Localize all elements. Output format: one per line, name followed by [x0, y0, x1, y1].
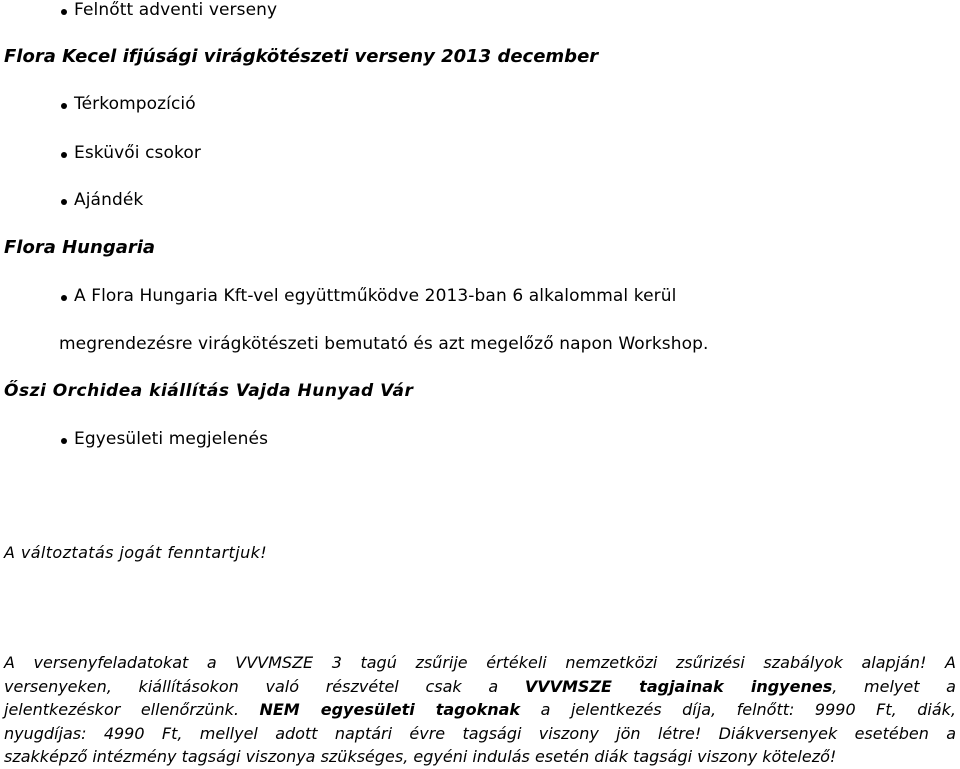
rules-paragraph [4, 651, 956, 769]
heading-oszi-orchidea: Őszi Orchidea kiállítás Vajda Hunyad Vár [4, 381, 414, 401]
paragraph-text-1: A versenyfeladatokat a VVVMSZE 3 tagú zsűrije értékeli nemzetközi zsűrizési szabályok alapján! A [4, 653, 956, 672]
heading-flora-hungaria: Flora Hungaria [4, 237, 156, 258]
heading-flora-kecel: Flora Kecel ifjúsági virágkötészeti verseny 2013 december [4, 46, 599, 67]
paragraph-text-2a: versenyeken, kiállításokon való részvétel csak a [4, 676, 499, 696]
paragraph-line-1 [4, 651, 956, 675]
paragraph-line-5 [4, 745, 956, 769]
list-item-eskuvoi-csokor: Esküvői csokor [74, 143, 201, 163]
paragraph-bold-non-members: NEM egyesületi tagoknak [259, 700, 521, 719]
bullet-icon [61, 9, 67, 15]
paragraph-text-4: nyugdíjas: 4990 Ft, mellyel adott naptári évre tagsági viszony jön létre! Diákversenyek esetében a [4, 723, 956, 743]
bullet-icon [61, 295, 67, 301]
bullet-icon [61, 152, 67, 158]
list-item-flora-hungaria-line2: megrendezésre virágkötészeti bemutató és azt megelőző napon Workshop. [59, 334, 709, 354]
paragraph-text-5: szakképző intézmény tagsági viszonya szükséges, egyéni indulás esetén diák tagsági viszony kötelező! [4, 747, 837, 766]
list-item-flora-hungaria-line1: A Flora Hungaria Kft-vel együttműködve 2013-ban 6 alkalommal kerül [74, 286, 677, 306]
paragraph-line-3 [4, 698, 956, 722]
bullet-icon [61, 438, 67, 444]
list-item-egyesuleti-megjelenes: Egyesületi megjelenés [74, 429, 269, 449]
bullet-icon [61, 199, 67, 205]
list-item-terkompozicio: Térkompozíció [74, 94, 196, 114]
list-item-felnott-adventi: Felnőtt adventi verseny [74, 0, 278, 20]
paragraph-text-2c: , melyet a [832, 676, 956, 696]
bullet-icon [61, 103, 67, 109]
notice-text: A változtatás jogát fenntartjuk! [4, 543, 268, 562]
paragraph-text-3c: a jelentkezés díja, felnőtt: 9990 Ft, diák, [540, 700, 956, 719]
paragraph-text-3a: jelentkezéskor ellenőrzünk. [4, 700, 239, 719]
paragraph-bold-members-free: VVVMSZE tagjainak ingyenes [524, 676, 833, 696]
paragraph-line-4 [4, 722, 956, 746]
paragraph-line-2 [4, 675, 956, 699]
list-item-ajandek: Ajándék [74, 190, 144, 210]
